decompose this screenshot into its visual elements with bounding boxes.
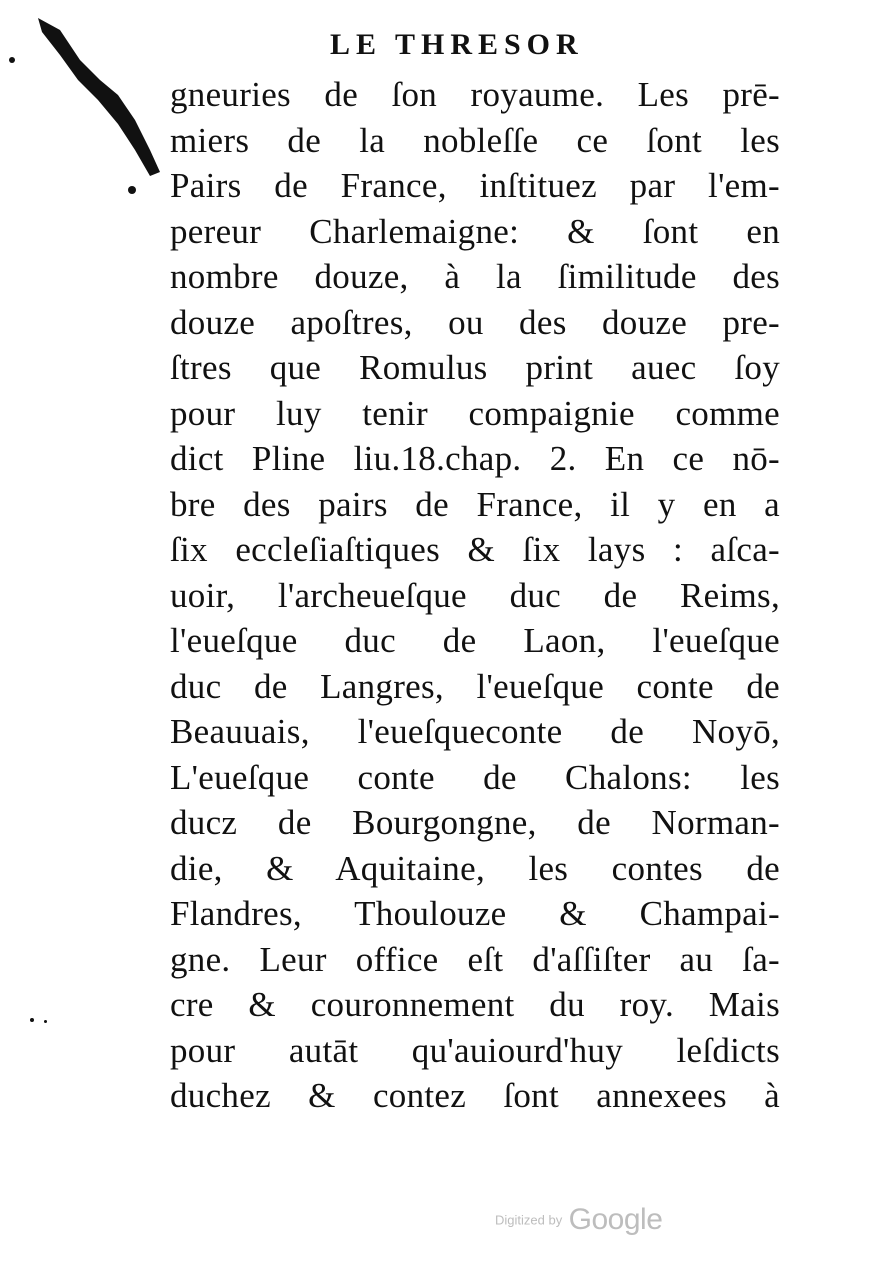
running-title: LE THRESOR [330,28,584,61]
google-wordmark: Google [568,1203,663,1236]
text-line: duc de Langres, l'eueſque conte de [170,666,780,706]
text-line: uoir, l'archeueſque duc de Reims, [170,575,780,615]
margin-dot [44,1020,47,1023]
text-line: ſix eccleſiaſtiques & ſix lays : aſca- [170,530,780,569]
text-line: Flandres, Thoulouze & Champai- [170,894,780,933]
text-line: Beauuais, l'eueſqueconte de Noyō, [170,712,780,751]
text-line: L'eueſque conte de Chalons: les [170,757,780,797]
digitized-label: Digitized by [495,1212,563,1228]
text-line: gne. Leur office eſt d'aſſiſter au ſa- [170,939,780,979]
text-line: cre & couronnement du roy. Mais [170,985,780,1024]
text-line: Pairs de France, inſtituez par l'em- [170,166,780,205]
margin-dot [30,1018,34,1022]
text-line: nombre douze, à la ſimilitude des [170,257,780,296]
text-line: l'eueſque duc de Laon, l'eueſque [170,621,780,660]
digitized-by-watermark [495,1203,662,1237]
ink-smudge-mark [0,0,180,200]
text-line: pour luy tenir compaignie comme [170,393,780,433]
text-line: duchez & contez ſont annexees à [170,1076,780,1115]
text-line: ducz de Bourgongne, de Norman- [170,803,780,842]
text-line: dict Pline liu.18.chap. 2. En ce nō- [170,439,780,478]
body-text [170,72,780,1119]
text-line: pereur Charlemaigne: & ſont en [170,211,780,251]
text-line: pour autāt qu'auiourd'huy leſdicts [170,1030,780,1070]
text-line: miers de la nobleſſe ce ſont les [170,120,780,160]
text-line: douze apoſtres, ou des douze pre- [170,302,780,342]
text-line: ſtres que Romulus print auec ſoy [170,348,780,387]
text-line: bre des pairs de France, il y en a [170,484,780,524]
text-line: die, & Aquitaine, les contes de [170,848,780,888]
text-line: gneuries de ſon royaume. Les prē- [170,75,780,114]
